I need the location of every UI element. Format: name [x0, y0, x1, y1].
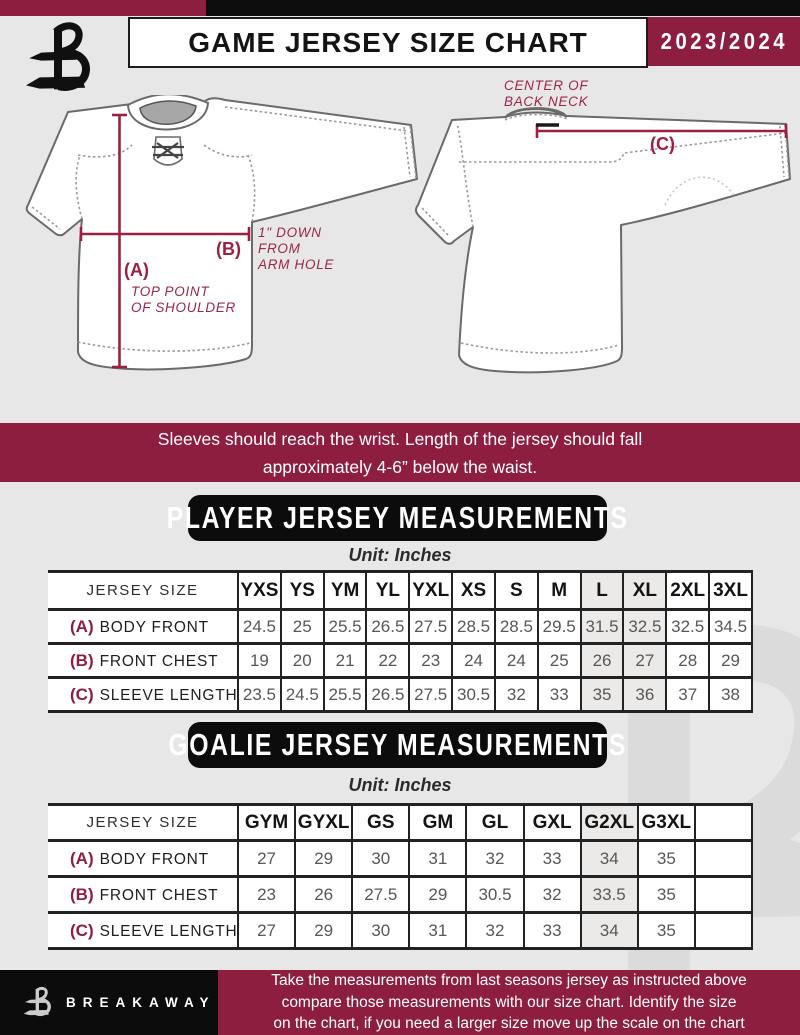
size-column-header: YM: [324, 572, 367, 610]
measurement-value-cell: 27: [238, 841, 295, 877]
measurement-value-cell: 31.5: [581, 610, 624, 644]
jersey-size-header-label: JERSEY SIZE: [48, 805, 238, 841]
measurement-value-cell: 23: [409, 644, 452, 678]
measurement-value-cell: 30.5: [452, 678, 495, 712]
page-title: GAME JERSEY SIZE CHART: [188, 26, 588, 58]
season-block: [648, 17, 800, 66]
note-line: TOP POINT: [131, 284, 210, 299]
size-column-header: G2XL: [581, 805, 638, 841]
goalie-unit-label: Unit: Inches: [348, 775, 452, 795]
notice-line-2: approximately 4-6” below the waist.: [262, 456, 538, 477]
measurement-row-label: [48, 877, 238, 913]
measurement-value-cell: [695, 913, 752, 949]
size-column-header: 3XL: [709, 572, 752, 610]
row-name: SLEEVE LENGTH: [99, 922, 238, 940]
row-name: BODY FRONT: [99, 850, 209, 868]
measurement-value-cell: 24.5: [238, 610, 281, 644]
measurement-value-cell: 37: [666, 678, 709, 712]
measurement-value-cell: 30.5: [466, 877, 523, 913]
footer-line-2: compare those measurements with our size chart. Identify the size: [281, 993, 737, 1011]
title-bar: [128, 17, 648, 68]
measurement-row-label: [48, 913, 238, 949]
size-column-header: M: [538, 572, 581, 610]
measurement-value-cell: 25: [281, 610, 324, 644]
measurement-value-cell: 30: [352, 841, 409, 877]
jersey-diagrams: [0, 68, 800, 424]
measurement-value-cell: 24: [495, 644, 538, 678]
player-unit-label: Unit: Inches: [348, 545, 452, 565]
row-tag: (A): [70, 616, 94, 636]
measure-c-tag: (C): [650, 134, 675, 154]
top-strip-maroon: [0, 0, 206, 16]
measurement-value-cell: 19: [238, 644, 281, 678]
player-section-header: [166, 495, 629, 541]
measurement-value-cell: 33: [538, 678, 581, 712]
measurement-value-cell: 32: [466, 841, 523, 877]
measurement-value-cell: 25.5: [324, 610, 367, 644]
goalie-size-table: [48, 803, 753, 950]
footer-brand-block: [0, 970, 218, 1035]
measurement-value-cell: 29: [409, 877, 466, 913]
measurement-value-cell: 31: [409, 913, 466, 949]
measurement-value-cell: 23: [238, 877, 295, 913]
measurement-value-cell: [695, 841, 752, 877]
size-column-header: GM: [409, 805, 466, 841]
measurement-value-cell: 24.5: [281, 678, 324, 712]
player-size-table: [48, 570, 753, 713]
measurement-row-label: [48, 610, 238, 644]
size-column-header: YXS: [238, 572, 281, 610]
player-section-title: PLAYER JERSEY MEASUREMENTS: [166, 500, 629, 535]
size-column-header: 2XL: [666, 572, 709, 610]
measurement-value-cell: 25.5: [324, 678, 367, 712]
measurement-value-cell: 35: [638, 913, 695, 949]
notice-line-1: Sleeves should reach the wrist. Length of the jersey should fall: [157, 428, 643, 449]
footer-line-3: on the chart, if you need a larger size move up the scale on the chart: [273, 1015, 745, 1033]
measurement-value-cell: 35: [638, 841, 695, 877]
note-line: OF SHOULDER: [131, 300, 236, 315]
measurement-value-cell: 21: [324, 644, 367, 678]
size-column-header: YS: [281, 572, 324, 610]
measurement-value-cell: 35: [581, 678, 624, 712]
goalie-section-header: [168, 722, 627, 768]
measurement-value-cell: 38: [709, 678, 752, 712]
jersey-size-header-label: JERSEY SIZE: [48, 572, 238, 610]
measure-b-tag: (B): [216, 239, 241, 259]
row-tag: (A): [70, 848, 94, 868]
season-label: 2023/2024: [660, 28, 788, 54]
measurement-value-cell: 29: [295, 841, 352, 877]
fit-notice-banner: [0, 423, 800, 482]
size-column-header: GYM: [238, 805, 295, 841]
measurement-value-cell: 32.5: [666, 610, 709, 644]
note-line: BACK NECK: [504, 94, 589, 109]
measurement-row-label: [48, 678, 238, 712]
measurement-value-cell: 32: [524, 877, 581, 913]
measurement-value-cell: 29: [709, 644, 752, 678]
measurement-value-cell: 33: [524, 913, 581, 949]
measurement-value-cell: 28.5: [452, 610, 495, 644]
footer-line-1: Take the measurements from last seasons jersey as instructed above: [271, 972, 747, 990]
row-tag: (C): [70, 920, 94, 940]
measurement-value-cell: 29.5: [538, 610, 581, 644]
measurement-value-cell: 28.5: [495, 610, 538, 644]
size-column-header: GS: [352, 805, 409, 841]
measurement-value-cell: 24: [452, 644, 495, 678]
measurement-value-cell: 22: [366, 644, 409, 678]
size-column-header: L: [581, 572, 624, 610]
footer-brand-name: BREAKAWAY: [66, 995, 216, 1010]
measurement-value-cell: 23.5: [238, 678, 281, 712]
measurement-value-cell: 27.5: [352, 877, 409, 913]
size-column-header: G3XL: [638, 805, 695, 841]
measurement-value-cell: 36: [623, 678, 666, 712]
measurement-value-cell: 27: [238, 913, 295, 949]
size-column-header: GXL: [524, 805, 581, 841]
size-column-header: XL: [623, 572, 666, 610]
back-jersey-diagram-icon: [395, 105, 795, 385]
size-column-header: GL: [466, 805, 523, 841]
measurement-value-cell: 32.5: [623, 610, 666, 644]
center-back-neck-note: [504, 78, 588, 110]
measurement-value-cell: 27.5: [409, 678, 452, 712]
measurement-value-cell: 34: [581, 913, 638, 949]
measurement-value-cell: 26.5: [366, 678, 409, 712]
measurement-value-cell: 27: [623, 644, 666, 678]
note-line: 1" DOWN: [258, 225, 322, 240]
measurement-value-cell: 32: [495, 678, 538, 712]
measurement-row-label: [48, 644, 238, 678]
row-name: BODY FRONT: [99, 618, 209, 636]
measurement-value-cell: [695, 877, 752, 913]
row-name: FRONT CHEST: [99, 652, 219, 670]
measurement-value-cell: 30: [352, 913, 409, 949]
note-line: FROM: [258, 241, 301, 256]
measurement-value-cell: 32: [466, 913, 523, 949]
row-name: FRONT CHEST: [99, 886, 219, 904]
row-tag: (B): [70, 884, 94, 904]
note-line: CENTER OF: [504, 78, 589, 93]
measurement-value-cell: 33.5: [581, 877, 638, 913]
row-tag: (B): [70, 650, 94, 670]
footer-instructions: [218, 970, 800, 1035]
measurement-value-cell: 28: [666, 644, 709, 678]
measurement-value-cell: 20: [281, 644, 324, 678]
breakaway-footer-logo-icon: [22, 985, 56, 1020]
size-column-header: YXL: [409, 572, 452, 610]
goalie-section-title: GOALIE JERSEY MEASUREMENTS: [168, 727, 627, 762]
measurement-value-cell: 29: [295, 913, 352, 949]
measure-a-tag: (A): [124, 260, 149, 280]
measurement-value-cell: 35: [638, 877, 695, 913]
measure-a-note: [131, 284, 236, 316]
size-column-header: YL: [366, 572, 409, 610]
measurement-value-cell: 25: [538, 644, 581, 678]
measurement-value-cell: 27.5: [409, 610, 452, 644]
size-column-header: GYXL: [295, 805, 352, 841]
measurement-value-cell: 31: [409, 841, 466, 877]
size-column-header: [695, 805, 752, 841]
measure-b-note: [258, 225, 334, 273]
measurement-value-cell: 33: [524, 841, 581, 877]
row-name: SLEEVE LENGTH: [99, 686, 238, 704]
measurement-value-cell: 26: [581, 644, 624, 678]
size-column-header: S: [495, 572, 538, 610]
measurement-value-cell: 34.5: [709, 610, 752, 644]
size-column-header: XS: [452, 572, 495, 610]
row-tag: (C): [70, 684, 94, 704]
note-line: ARM HOLE: [258, 257, 335, 272]
measurement-value-cell: 26: [295, 877, 352, 913]
measurement-row-label: [48, 841, 238, 877]
measurement-value-cell: 26.5: [366, 610, 409, 644]
measurement-value-cell: 34: [581, 841, 638, 877]
top-strip-black: [206, 0, 800, 16]
